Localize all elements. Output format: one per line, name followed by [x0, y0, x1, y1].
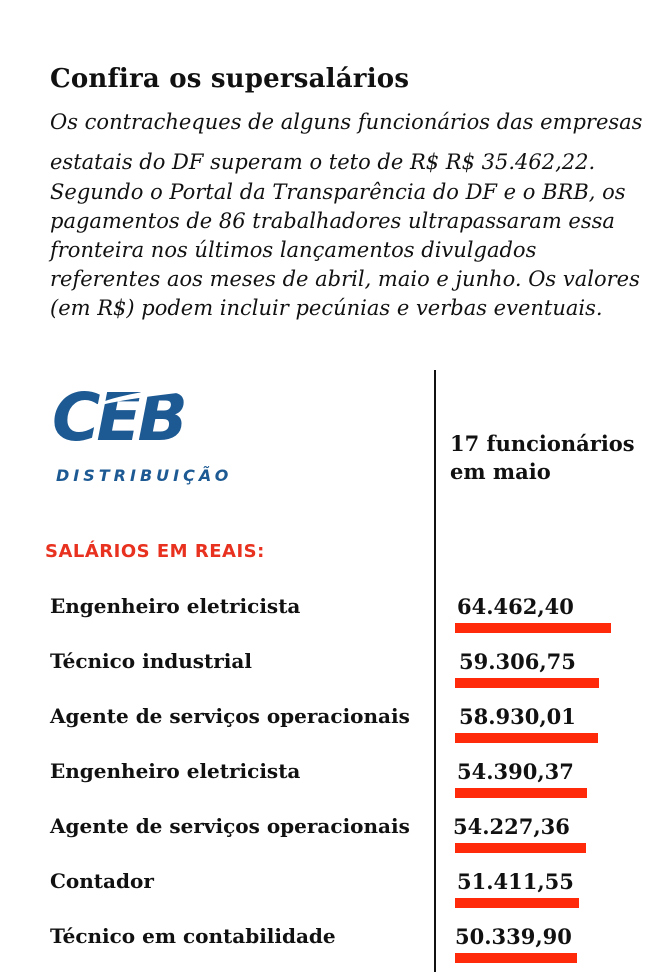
bar [455, 788, 587, 798]
logo-wordmark: CEB [52, 379, 184, 456]
intro-line: Segundo o Portal da Transparência do DF e o BRB, os [50, 180, 626, 204]
bar-value-label: 54.227,36 [453, 814, 570, 839]
bar-category-label: Engenheiro eletricista [50, 594, 301, 618]
intro-line: (em R$) podem incluir pecúnias e verbas eventuais. [50, 296, 603, 320]
intro-line: estatais do DF superam o teto de R$ R$ 35.462,22. [50, 150, 596, 174]
bar-value-label: 54.390,37 [457, 759, 574, 784]
bar-category-label: Técnico em contabilidade [50, 924, 336, 948]
column-divider [434, 370, 436, 972]
bar [455, 678, 599, 688]
bar-value-label: 59.306,75 [459, 649, 576, 674]
intro-line: Os contracheques de alguns funcionários das empresas [50, 110, 643, 134]
intro-line: referentes aos meses de abril, maio e junho. Os valores [50, 267, 640, 291]
bar [455, 733, 598, 743]
column-header-line: em maio [450, 459, 551, 484]
bar-category-label: Agente de serviços operacionais [50, 704, 410, 728]
bar [455, 953, 577, 963]
bar-value-label: 50.339,90 [455, 924, 572, 949]
bar-category-label: Engenheiro eletricista [50, 759, 301, 783]
page-title: Confira os supersalários [50, 64, 410, 94]
bar [455, 843, 586, 853]
bar [455, 898, 579, 908]
bar-value-label: 64.462,40 [457, 594, 574, 619]
column-header-line: 17 funcionários [450, 431, 635, 456]
intro-line: pagamentos de 86 trabalhadores ultrapassaram essa [50, 209, 615, 233]
bar-category-label: Contador [50, 869, 154, 893]
bar-value-label: 51.411,55 [457, 869, 574, 894]
section-label: SALÁRIOS EM REAIS: [45, 541, 265, 562]
bar [455, 623, 611, 633]
bar-category-label: Agente de serviços operacionais [50, 814, 410, 838]
bar-value-label: 58.930,01 [459, 704, 576, 729]
intro-line: fronteira nos últimos lançamentos divulgados [50, 238, 537, 262]
ceb-logo [52, 378, 242, 488]
column-header [450, 430, 635, 486]
bar-category-label: Técnico industrial [50, 649, 252, 673]
logo-subtitle: DISTRIBUIÇÃO [56, 466, 233, 485]
